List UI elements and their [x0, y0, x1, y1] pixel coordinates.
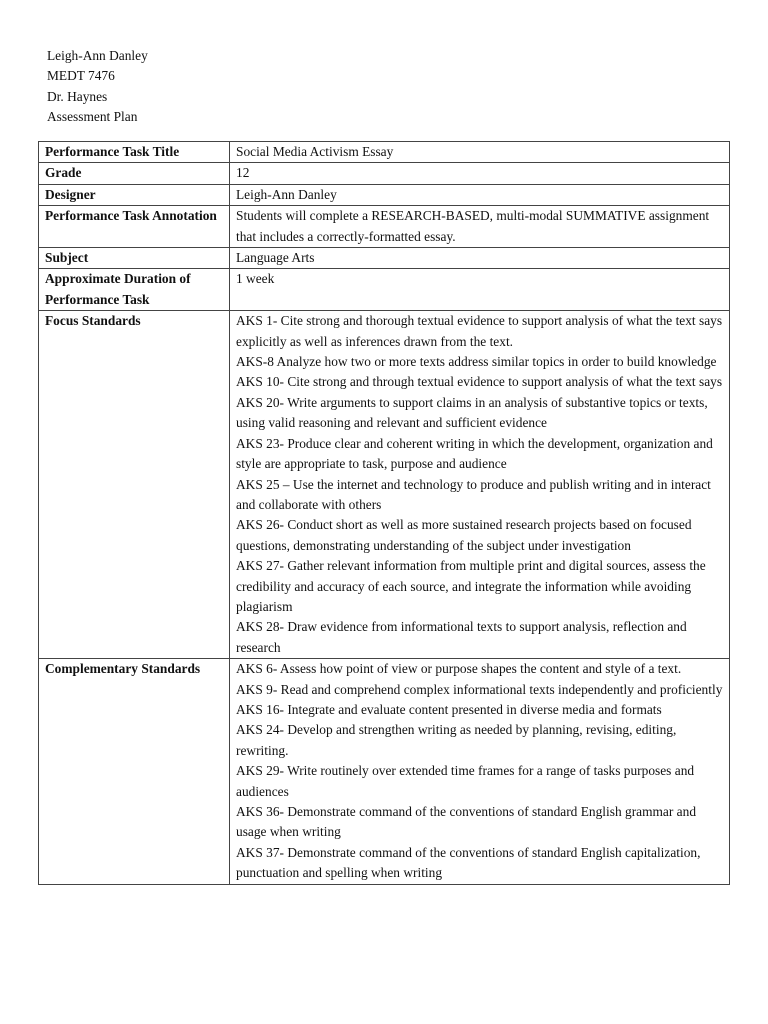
row-label: Grade	[39, 163, 230, 184]
row-label: Designer	[39, 184, 230, 205]
standard-item: AKS 1- Cite strong and thorough textual evidence to support analysis of what the text says explicitly as well as inferences drawn from the text.	[236, 313, 723, 349]
standard-item: AKS 25 – Use the internet and technology to produce and publish writing and in interact and collaborate with others	[236, 476, 711, 512]
standard-item: AKS 23- Produce clear and coherent writing in which the development, organization and style are appropriate to task, purpose and audience	[236, 435, 713, 472]
document-header	[47, 46, 148, 128]
row-label: Focus Standards	[39, 311, 230, 659]
duration-value: 1 week	[230, 269, 730, 311]
designer-value: Leigh-Ann Danley	[230, 184, 730, 205]
row-label: Performance Task Annotation	[39, 206, 230, 248]
standard-item: AKS 29- Write routinely over extended time frames for a range of tasks purposes and audiences	[236, 763, 695, 799]
annotation-value: Students will complete a RESEARCH-BASED, multi-modal SUMMATIVE assignment that includes a correctly-formatted essay.	[230, 206, 730, 248]
standard-item: AKS 9- Read and comprehend complex informational texts independently and proficiently	[236, 681, 723, 697]
standard-item: AKS 37- Demonstrate command of the conventions of standard English capitalization, punctuation and spelling when writing	[236, 844, 701, 881]
row-label: Complementary Standards	[39, 659, 230, 884]
standard-item: AKS-8 Analyze how two or more texts address similar topics in order to build knowledge	[236, 354, 717, 370]
task-title-value: Social Media Activism Essay	[230, 142, 730, 163]
standard-item: AKS 24- Develop and strengthen writing as needed by planning, revising, editing, rewriting.	[236, 722, 677, 758]
standard-item: AKS 28- Draw evidence from informational texts to support analysis, reflection and research	[236, 619, 687, 655]
complementary-standards-list	[230, 659, 730, 884]
instructor-name: Dr. Haynes	[47, 88, 108, 104]
standard-item: AKS 20- Write arguments to support claims in an analysis of substantive topics or texts, using valid reasoning and relevant and sufficient evidence	[236, 394, 708, 431]
course-code: MEDT 7476	[47, 68, 115, 84]
row-label: Subject	[39, 248, 230, 269]
table-row	[39, 248, 730, 269]
standard-item: AKS 6- Assess how point of view or purpose shapes the content and style of a text.	[236, 661, 682, 677]
focus-standards-list	[230, 311, 730, 659]
document-title: Assessment Plan	[47, 109, 138, 125]
table-row	[39, 269, 730, 311]
grade-value: 12	[230, 163, 730, 184]
row-label: Performance Task Title	[39, 142, 230, 163]
standard-item: AKS 27- Gather relevant information from multiple print and digital sources, assess the credibility and accuracy of each source, and integrate the information while avoiding plagiarism	[236, 558, 706, 614]
subject-value: Language Arts	[230, 248, 730, 269]
table-row	[39, 184, 730, 205]
standard-item: AKS 10- Cite strong and through textual evidence to support analysis of what the text says	[236, 374, 723, 390]
table-row	[39, 142, 730, 163]
standard-item: AKS 36- Demonstrate command of the conventions of standard English grammar and usage when writing	[236, 804, 697, 840]
table-row	[39, 659, 730, 884]
row-label: Approximate Duration of Performance Task	[39, 269, 230, 311]
assessment-plan-table	[38, 141, 730, 885]
standard-item: AKS 26- Conduct short as well as more sustained research projects based on focused questions, demonstrating understanding of the subject under investigation	[236, 517, 692, 553]
table-row	[39, 163, 730, 184]
author-name: Leigh-Ann Danley	[47, 48, 148, 63]
table-row	[39, 311, 730, 659]
table-row	[39, 206, 730, 248]
standard-item: AKS 16- Integrate and evaluate content presented in diverse media and formats	[236, 701, 662, 717]
